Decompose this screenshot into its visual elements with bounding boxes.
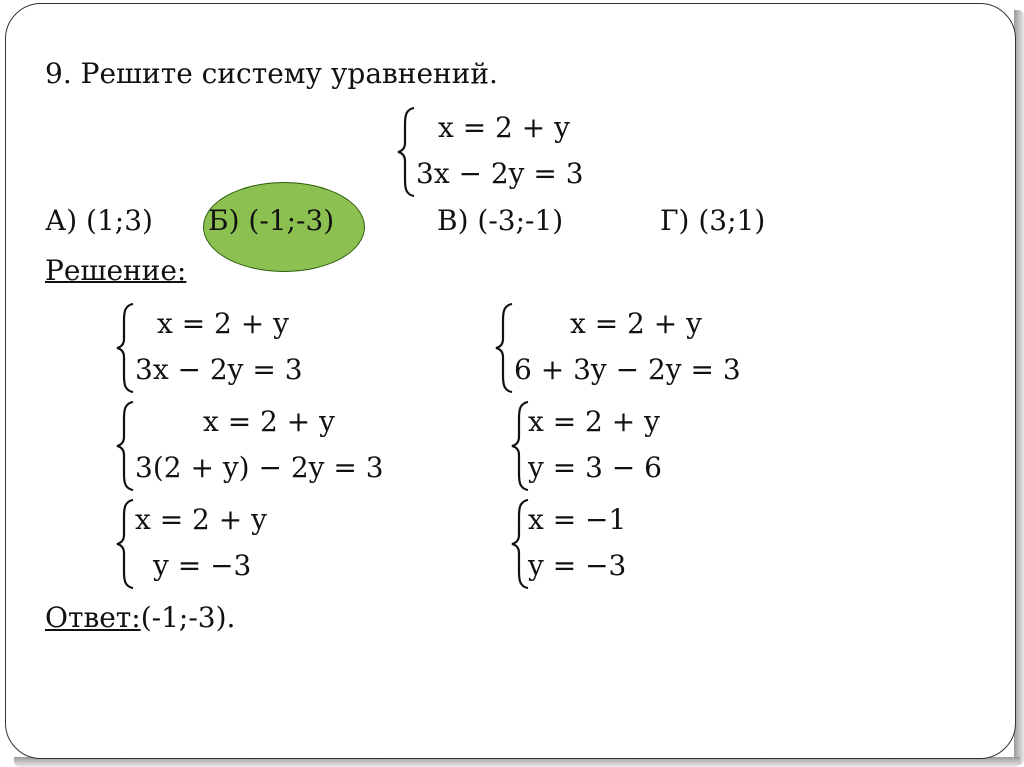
step-1-equation-1: x = 2 + y [157, 307, 289, 340]
problem-system [396, 106, 636, 198]
option-c: В) (-3;-1) [437, 204, 564, 237]
answer-line [45, 601, 236, 634]
step-2-equation-1: x = 2 + y [570, 307, 702, 340]
left-brace-icon [396, 106, 418, 198]
answer-value: (-1;-3). [140, 601, 236, 634]
option-b: Б) (-1;-3) [208, 204, 335, 237]
answer-label: Ответ: [45, 601, 141, 634]
solution-label: Решение: [45, 254, 187, 287]
left-brace-icon [115, 400, 137, 492]
solution-step-4 [510, 400, 710, 492]
step-2-equation-2: 6 + 3y − 2y = 3 [514, 353, 741, 386]
solution-step-1 [115, 302, 355, 394]
step-4-equation-2: y = 3 − 6 [528, 451, 662, 484]
solution-step-2 [494, 302, 794, 394]
step-4-equation-1: x = 2 + y [528, 405, 660, 438]
option-a: А) (1;3) [45, 204, 153, 237]
left-brace-icon [115, 498, 137, 590]
step-6-equation-1: x = −1 [528, 503, 627, 536]
step-1-equation-2: 3x − 2y = 3 [135, 353, 303, 386]
solution-step-6 [510, 498, 710, 590]
step-3-equation-2: 3(2 + y) − 2y = 3 [135, 451, 384, 484]
solution-step-3 [115, 400, 445, 492]
step-5-equation-1: x = 2 + y [135, 503, 267, 536]
problem-title: 9. Решите систему уравнений. [45, 57, 498, 90]
system-equation-1: x = 2 + y [438, 111, 570, 144]
step-5-equation-2: y = −3 [153, 549, 252, 582]
step-3-equation-1: x = 2 + y [203, 405, 335, 438]
option-d: Г) (3;1) [660, 204, 766, 237]
left-brace-icon [115, 302, 137, 394]
left-brace-icon [494, 302, 516, 394]
solution-step-5 [115, 498, 315, 590]
step-6-equation-2: y = −3 [528, 549, 627, 582]
system-equation-2: 3x − 2y = 3 [416, 157, 584, 190]
